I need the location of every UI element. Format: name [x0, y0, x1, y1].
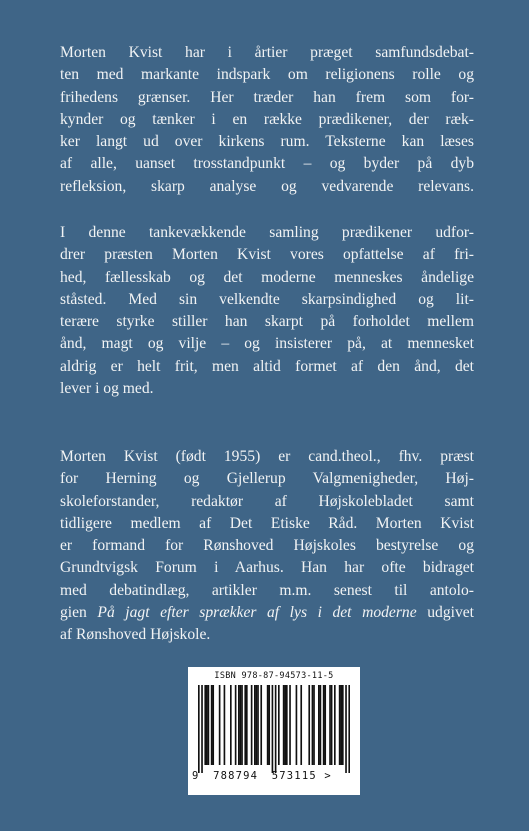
barcode-bar — [320, 685, 322, 765]
text-line-prefix: gien — [60, 604, 98, 622]
barcode-bar — [198, 685, 200, 773]
barcode-bar — [211, 685, 213, 765]
barcode-bar — [257, 685, 259, 765]
barcode-bar — [208, 685, 210, 765]
barcode-bar — [339, 685, 341, 765]
barcode-bar — [201, 685, 203, 773]
barcode-bar — [244, 685, 246, 765]
barcode-bar — [204, 685, 206, 765]
barcode-bar — [256, 685, 258, 765]
barcode-bar — [324, 685, 326, 765]
barcode-bar — [334, 685, 336, 765]
barcode-marker: > — [324, 770, 332, 782]
barcode-bar — [284, 685, 286, 765]
text-line: med debatindlæg, artikler m.m. senest til antolo- — [60, 581, 474, 599]
text-line: ånd, magt og vilje – og insisterer på, at mennesket — [60, 335, 474, 353]
text-line: tidligere medlem af Det Etiske Råd. Morten Kvist — [60, 514, 474, 532]
text-line-suffix: udgivet — [416, 604, 474, 622]
text-line: hed, fællesskab og det moderne menneskes åndelige — [60, 268, 474, 286]
barcode-bar — [313, 685, 315, 765]
barcode-bar — [235, 685, 237, 765]
text-line: af Rønshoved Højskole. — [60, 626, 211, 644]
barcode-bar — [312, 685, 314, 765]
text-line: frihedens grænser. Her træder han frem som for- — [60, 88, 474, 106]
text-line: aldrig er helt frit, men altid formet af den ånd, det — [60, 357, 474, 375]
barcode-bar — [241, 685, 243, 765]
barcode-bar — [308, 685, 310, 765]
blurb-paragraph-2 — [60, 222, 474, 400]
barcode-bar — [286, 685, 288, 765]
barcode-bar — [323, 685, 325, 765]
barcode-bar — [219, 685, 221, 765]
barcode-bar — [318, 685, 320, 765]
barcode-digits — [192, 770, 356, 782]
text-line: kynder og tænker i en række prædikener, der ræk- — [60, 110, 474, 128]
barcode-bar — [272, 685, 274, 773]
barcode-digits-right: 573115 — [271, 770, 317, 782]
text-line: Grundtvigsk Forum i Aarhus. Han har ofte bidraget — [60, 559, 474, 577]
barcode-bar — [275, 685, 277, 773]
text-line: ker langt ud over kirkens rum. Teksterne kan læses — [60, 133, 474, 151]
barcode-bar — [246, 685, 248, 765]
text-line: af alle, uanset trosstandpunkt – og byder på dyb — [60, 155, 474, 173]
barcode-bar — [267, 685, 269, 765]
barcode-bar — [348, 685, 350, 773]
barcode-bar — [251, 685, 253, 765]
barcode-bar — [283, 685, 285, 765]
barcode-bar — [289, 685, 291, 765]
barcode-bar — [296, 685, 298, 765]
text-line: ståsted. Med sin velkendte skarpsindighed og lit- — [60, 290, 474, 308]
barcode-bar — [224, 685, 226, 765]
text-line: I denne tankevækkende samling prædikener udfor- — [60, 224, 474, 241]
text-line: Morten Kvist (født 1955) er cand.theol., fhv. præst — [60, 448, 474, 465]
barcode-bar — [340, 685, 342, 765]
text-line: terære styrke stiller han skarpt på forholdet mellem — [60, 313, 474, 331]
text-line: Morten Kvist har i årtier præget samfundsdebat- — [60, 44, 474, 61]
text-line: drer præsten Morten Kvist vores opfattelse af fri- — [60, 246, 474, 264]
isbn-barcode — [188, 667, 360, 795]
barcode-bar — [230, 685, 232, 765]
barcode-bar — [300, 685, 302, 765]
barcode-bars — [198, 685, 350, 773]
blurb-paragraph-1 — [60, 42, 474, 198]
barcode-bar — [212, 685, 214, 765]
barcode-digit-first: 9 — [192, 770, 200, 782]
isbn-label: ISBN 978-87-94573-11-5 — [214, 671, 334, 681]
barcode-bar — [278, 685, 280, 765]
barcode-bar — [238, 685, 240, 765]
barcode-bar — [240, 685, 242, 765]
anthology-title: På jagt efter sprækker af lys i det moderne — [97, 604, 417, 622]
author-bio-paragraph — [60, 446, 474, 647]
barcode-bar — [345, 685, 347, 773]
text-line: ten med markante indspark om religionens rolle og — [60, 66, 474, 84]
text-line: for Herning og Gjellerup Valgmenigheder, Høj- — [60, 470, 474, 488]
barcode-bar — [268, 685, 270, 765]
barcode-bar — [342, 685, 344, 765]
text-line: skoleforstander, redaktør af Højskolebladet samt — [60, 492, 474, 510]
barcode-bar — [260, 685, 262, 765]
text-line: lever i og med. — [60, 380, 154, 398]
barcode-bar — [331, 685, 333, 765]
barcode-bar — [254, 685, 256, 765]
text-line: er formand for Rønshoved Højskoles bestyrelse og — [60, 537, 474, 555]
barcode-bar — [206, 685, 208, 765]
text-line: refleksion, skarp analyse og vedvarende relevans. — [60, 177, 474, 195]
barcode-bar — [329, 685, 331, 765]
text-line — [60, 602, 474, 624]
barcode-digits-left: 788794 — [213, 770, 259, 782]
